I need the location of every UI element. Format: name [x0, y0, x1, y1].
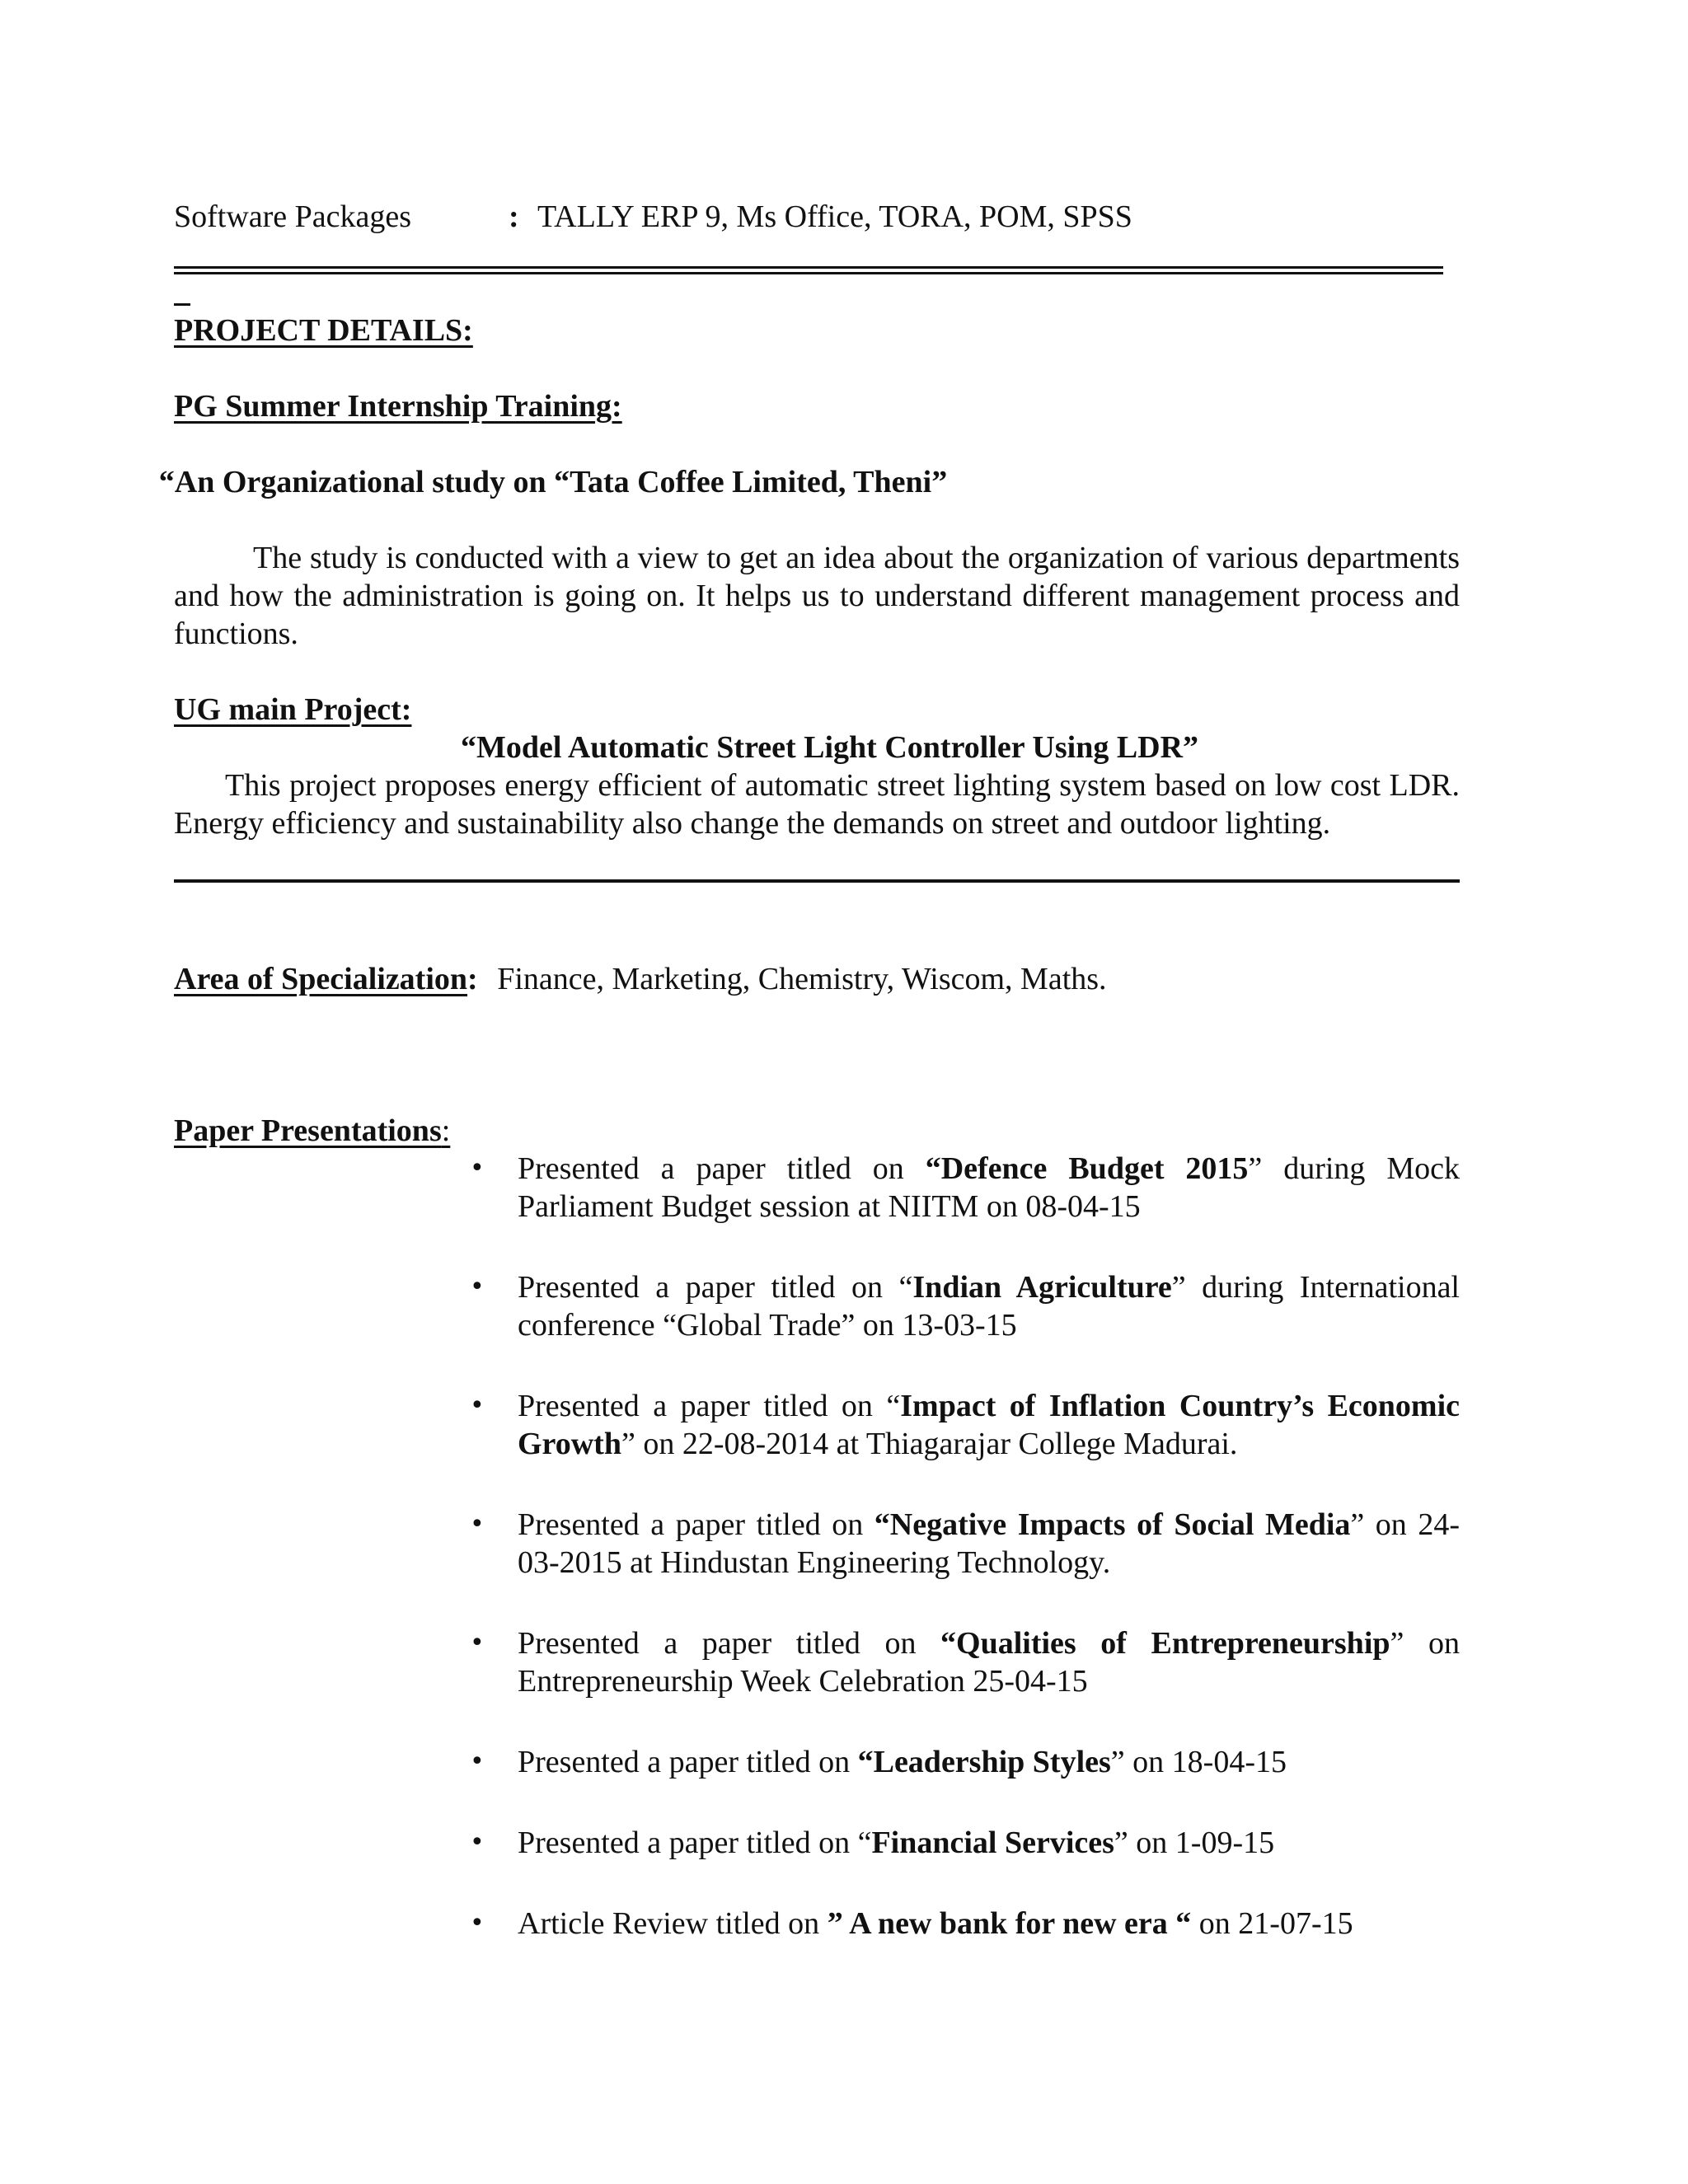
item-title: “Negative Impacts of Social Media	[874, 1507, 1351, 1542]
item-details: on 21-07-15	[1191, 1906, 1353, 1941]
pg-internship-title-text: “An Organizational study on “Tata Coffee Limited, Theni”	[158, 465, 948, 499]
list-item	[470, 1387, 1460, 1463]
item-text: Presented a paper titled on “	[518, 1389, 901, 1423]
specialization-value: Finance, Marketing, Chemistry, Wiscom, Maths.	[497, 962, 1107, 996]
item-details: ” on 24-03-2015 at Hindustan Engineering Technology.	[518, 1507, 1461, 1580]
software-packages-value: TALLY ERP 9, Ms Office, TORA, POM, SPSS	[537, 199, 1132, 234]
specialization-row	[174, 960, 1107, 998]
item-text: Presented a paper titled on	[518, 1151, 926, 1186]
bullet-icon: •	[470, 1154, 485, 1183]
item-text: Presented a paper titled on	[518, 1626, 941, 1661]
ug-project-description: This project proposes energy efficient of automatic street lighting system based on low cost LDR. Energy efficiency and sustainability also change the demands on street and outdoor lighting.	[174, 768, 1460, 841]
list-item	[470, 1824, 1460, 1862]
item-details: ” on Entrepreneurship Week Celebration 25-04-15	[518, 1626, 1460, 1699]
list-item	[470, 1624, 1460, 1700]
item-text: Presented a paper titled on	[518, 1745, 858, 1779]
item-title: ” A new bank for new era “	[827, 1906, 1192, 1941]
paper-presentations-colon: :	[441, 1113, 451, 1148]
software-packages-label: Software Packages	[174, 199, 412, 234]
item-title: “Leadership Styles	[857, 1745, 1111, 1779]
bullet-icon: •	[470, 1391, 485, 1420]
paper-presentations-list	[470, 1150, 1460, 1943]
project-details-heading: PROJECT DETAILS:	[174, 313, 473, 348]
ug-project-title: “Model Automatic Street Light Controller Using LDR”	[461, 730, 1199, 765]
list-item	[470, 1268, 1460, 1344]
item-title: Indian Agriculture	[912, 1270, 1172, 1305]
item-title: Impact of Inflation Country’s Economic Growth	[518, 1389, 1461, 1461]
item-details: ” on 18-04-15	[1110, 1745, 1287, 1779]
pg-internship-description: The study is conducted with a view to get an idea about the organization of various departments and how the administration is going on. It helps us to understand different management process and functions.	[174, 541, 1460, 651]
specialization-colon: :	[467, 962, 478, 996]
item-title: Financial Services	[871, 1825, 1114, 1860]
bullet-icon: •	[470, 1272, 485, 1301]
bullet-icon: •	[470, 1909, 485, 1938]
section-divider	[174, 879, 1460, 883]
paper-presentations-heading-row	[174, 1112, 450, 1150]
software-packages-colon: :	[509, 199, 519, 234]
item-title: “Qualities of Entrepreneurship	[940, 1626, 1390, 1661]
item-details: ” during International conference “Global Trade” on 13-03-15	[518, 1270, 1460, 1343]
item-details: ” on 22-08-2014 at Thiagarajar College Madurai.	[621, 1427, 1238, 1461]
double-divider	[174, 266, 1443, 274]
item-details: ” during Mock Parliament Budget session at NIITM on 08-04-15	[518, 1151, 1460, 1224]
item-text: Presented a paper titled on	[518, 1507, 874, 1542]
item-text: Presented a paper titled on “	[518, 1270, 913, 1305]
item-title: “Defence Budget 2015	[925, 1151, 1249, 1186]
pg-internship-title	[158, 463, 1608, 501]
bullet-icon: •	[470, 1828, 485, 1857]
ug-project-heading: UG main Project:	[174, 692, 412, 727]
short-dash-mark	[174, 303, 190, 306]
bullet-icon: •	[470, 1510, 485, 1539]
pg-internship-heading: PG Summer Internship Training:	[174, 389, 622, 424]
list-item	[470, 1150, 1460, 1226]
paper-presentations-heading: Paper Presentations	[174, 1113, 442, 1148]
list-item	[470, 1506, 1460, 1582]
bullet-icon: •	[470, 1629, 485, 1657]
specialization-label: Area of Specialization	[174, 962, 468, 996]
item-text: Article Review titled on	[518, 1906, 828, 1941]
list-item	[470, 1743, 1460, 1781]
list-item	[470, 1905, 1460, 1943]
item-text: Presented a paper titled on “	[518, 1825, 872, 1860]
bullet-icon: •	[470, 1747, 485, 1776]
item-details: ” on 1-09-15	[1114, 1825, 1275, 1860]
